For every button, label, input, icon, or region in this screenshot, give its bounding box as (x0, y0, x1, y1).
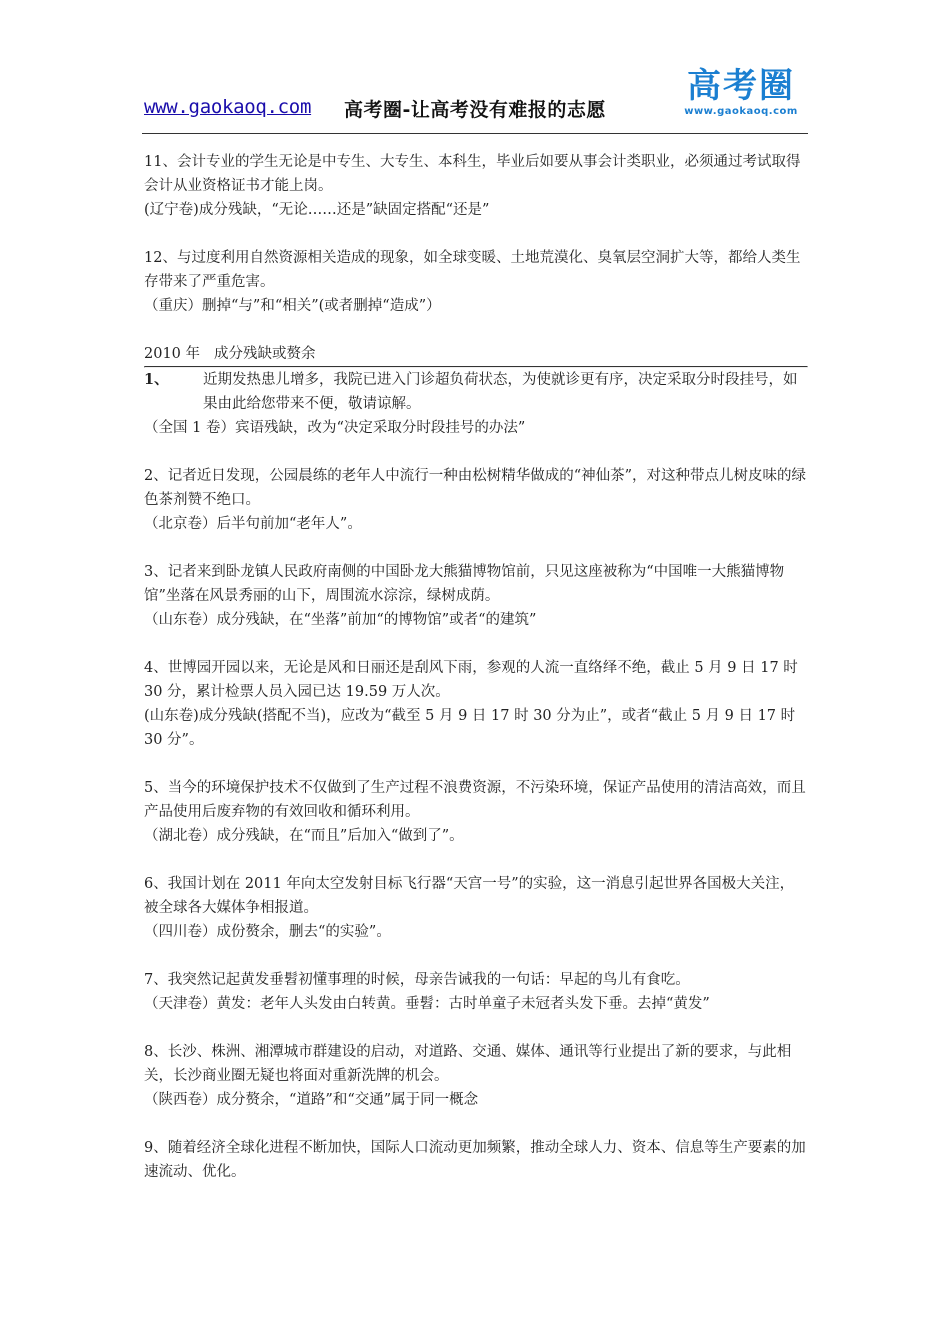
logo-subtitle: www.gaokaoq.com (684, 106, 798, 117)
answer-1: （全国 1 卷）宾语残缺，改为“决定采取分时段挂号的办法” (144, 420, 526, 436)
question-5: 5、当今的环境保护技术不仅做到了生产过程不浪费资源，不污染环境，保证产品使用的清洁高效，而且产品使用后废弃物的有效回收和循环利用。 (144, 780, 806, 820)
question-12: 12、与过度利用自然资源相关造成的现象，如全球变暖、土地荒漠化、臭氧层空洞扩大等，都给人类生存带来了严重危害。 (144, 250, 801, 290)
answer-4: (山东卷)成分残缺(搭配不当)，应改为“截至 5 月 9 日 17 时 30 分为止”，或者“截止 5 月 9 日 17 时 30 分”。 (144, 708, 796, 748)
answer-5: （湖北卷）成分残缺，在“而且”后加入“做到了”。 (144, 828, 464, 844)
logo-title: 高考圈 (687, 66, 795, 106)
question-1-number: 1、 (144, 371, 169, 388)
answer-6: （四川卷）成份赘余，删去“的实验”。 (144, 924, 391, 940)
site-slogan: 高考圈-让高考没有难报的志愿 (344, 99, 606, 121)
gaokaoq-logo (676, 66, 806, 118)
site-url-link[interactable]: www.gaokaoq.com (144, 96, 312, 118)
document-body (144, 150, 808, 1184)
answer-2: （北京卷）后半句前加“老年人”。 (144, 516, 362, 532)
question-4: 4、世博园开园以来，无论是风和日丽还是刮风下雨，参观的人流一直络绎不绝，截止 5 月 9 日 17 时 30 分，累计检票人员入园已达 19.59 万人次。 (144, 660, 798, 700)
page-header (142, 66, 808, 130)
question-2: 2、记者近日发现，公园晨练的老年人中流行一种由松树精华做成的“神仙茶”，对这种带点儿树皮味的绿色茶剂赞不绝口。 (144, 468, 807, 508)
answer-8: （陕西卷）成分赘余，“道路”和“交通”属于同一概念 (144, 1092, 479, 1108)
section-heading (144, 342, 808, 366)
question-11: 11、会计专业的学生无论是中专生、大专生、本科生，毕业后如要从事会计类职业，必须通过考试取得会计从业资格证书才能上岗。 (144, 154, 801, 194)
answer-12: （重庆）删掉“与”和“相关”(或者删掉“造成”） (144, 298, 441, 314)
question-8: 8、长沙、株洲、湘潭城市群建设的启动，对道路、交通、媒体、通讯等行业提出了新的要求，与此相关，长沙商业圈无疑也将面对重新洗牌的机会。 (144, 1044, 792, 1084)
question-7: 7、我突然记起黄发垂髫初懂事理的时候，母亲告诫我的一句话：早起的鸟儿有食吃。 (144, 972, 690, 988)
question-6: 6、我国计划在 2011 年向太空发射目标飞行器“天宫一号”的实验，这一消息引起世界各国极大关注，被全球各大媒体争相报道。 (144, 876, 795, 916)
question-9: 9、随着经济全球化进程不断加快，国际人口流动更加频繁，推动全球人力、资本、信息等生产要素的加速流动、优化。 (144, 1140, 806, 1180)
answer-7: （天津卷）黄发：老年人头发由白转黄。垂髫：古时单童子未冠者头发下垂。去掉“黄发” (144, 996, 710, 1012)
section-title: 成分残缺或赘余 (214, 346, 316, 362)
question-3: 3、记者来到卧龙镇人民政府南侧的中国卧龙大熊猫博物馆前，只见这座被称为“中国唯一大熊猫博物馆”坐落在风景秀丽的山下，周围流水淙淙，绿树成荫。 (144, 564, 785, 604)
question-1-text: 近期发热患儿增多，我院已进入门诊超负荷状态，为使就诊更有序，决定采取分时段挂号，如果由此给您带来不便，敬请谅解。 (203, 372, 798, 412)
header-divider (142, 133, 808, 134)
answer-11: (辽宁卷)成分残缺，“无论……还是”缺固定搭配“还是” (144, 202, 490, 218)
question-1 (144, 368, 808, 416)
section-year: 2010 年 (144, 346, 201, 362)
answer-3: （山东卷）成分残缺，在“坐落”前加“的博物馆”或者“的建筑” (144, 612, 537, 628)
